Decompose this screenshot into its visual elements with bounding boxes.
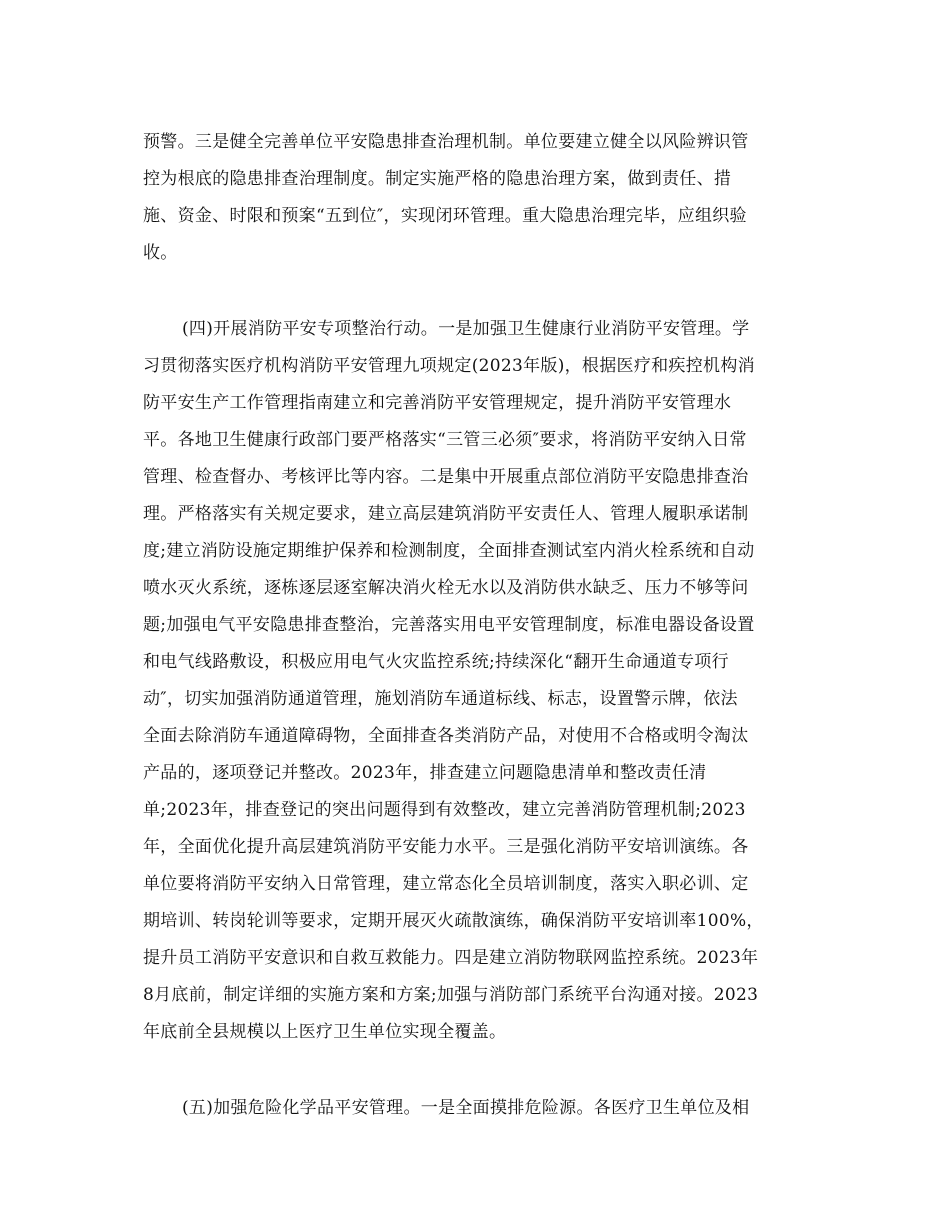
text-line: 防平安生产工作管理指南建立和完善消防平安管理规定，提升消防平安管理水: [143, 393, 732, 413]
text-line: 动″，切实加强消防通道管理，施划消防车通道标线、标志，设置警示牌，依法: [143, 689, 738, 709]
text-line: 管理、检查督办、考核评比等内容。二是集中开展重点部位消防平安隐患排查治: [143, 467, 749, 487]
text-line: 全面去除消防车通道障碍物，全面排查各类消防产品，对使用不合格或明令淘汰: [143, 726, 749, 746]
text-line: 单位要将消防平安纳入日常管理，建立常态化全员培训制度，落实入职必训、定: [143, 874, 749, 894]
text-line: 期培训、转岗轮训等要求，定期开展灭火疏散演练，确保消防平安培训率100%，: [143, 911, 764, 931]
text-line: 喷水灭火系统，逐栋逐层逐室解决消火栓无水以及消防供水缺乏、压力不够等问: [143, 578, 749, 598]
text-line: 平。各地卫生健康行政部门要严格落实“三管三必须″要求，将消防平安纳入日常: [143, 430, 747, 450]
text-line: 年，全面优化提升高层建筑消防平安能力水平。三是强化消防平安培训演练。各: [143, 837, 749, 857]
text-line: 施、资金、时限和预案“五到位″，实现闭环管理。重大隐患治理完毕，应组织验: [143, 206, 747, 226]
text-line: 预警。三是健全完善单位平安隐患排查治理机制。单位要建立健全以风险辨识管: [143, 132, 749, 152]
text-line: 提升员工消防平安意识和自救互救能力。四是建立消防物联网监控系统。2023年: [143, 948, 759, 968]
text-line: (五)加强危险化学品平安管理。一是全面摸排危险源。各医疗卫生单位及相: [182, 1098, 750, 1118]
text-line: 8月底前，制定详细的实施方案和方案;加强与消防部门系统平台沟通对接。2023: [143, 985, 759, 1005]
text-line: 题;加强电气平安隐患排查整治，完善落实用电平安管理制度，标准电器设备设置: [143, 615, 755, 635]
text-line: (四)开展消防平安专项整治行动。一是加强卫生健康行业消防平安管理。学: [182, 319, 750, 339]
text-line: 年底前全县规模以上医疗卫生单位实现全覆盖。: [143, 1022, 507, 1042]
text-line: 产品的，逐项登记并整改。2023年，排查建立问题隐患清单和整改责任清: [143, 763, 707, 783]
text-line: 和电气线路敷设，积极应用电气火灾监控系统;持续深化“翻开生命通道专项行: [143, 652, 729, 672]
text-line: 理。严格落实有关规定要求，建立高层建筑消防平安责任人、管理人履职承诺制: [143, 504, 749, 524]
text-line: 度;建立消防设施定期维护保养和检测制度，全面排查测试室内消火栓系统和自动: [143, 541, 755, 561]
text-line: 习贯彻落实医疗机构消防平安管理九项规定(2023年版)，根据医疗和疾控机构消: [143, 356, 755, 376]
text-line: 单;2023年，排查登记的突出问题得到有效整改，建立完善消防管理机制;2023: [143, 800, 746, 820]
text-line: 控为根底的隐患排查治理制度。制定实施严格的隐患治理方案，做到责任、措: [143, 169, 732, 189]
text-line: 收。: [143, 243, 178, 263]
